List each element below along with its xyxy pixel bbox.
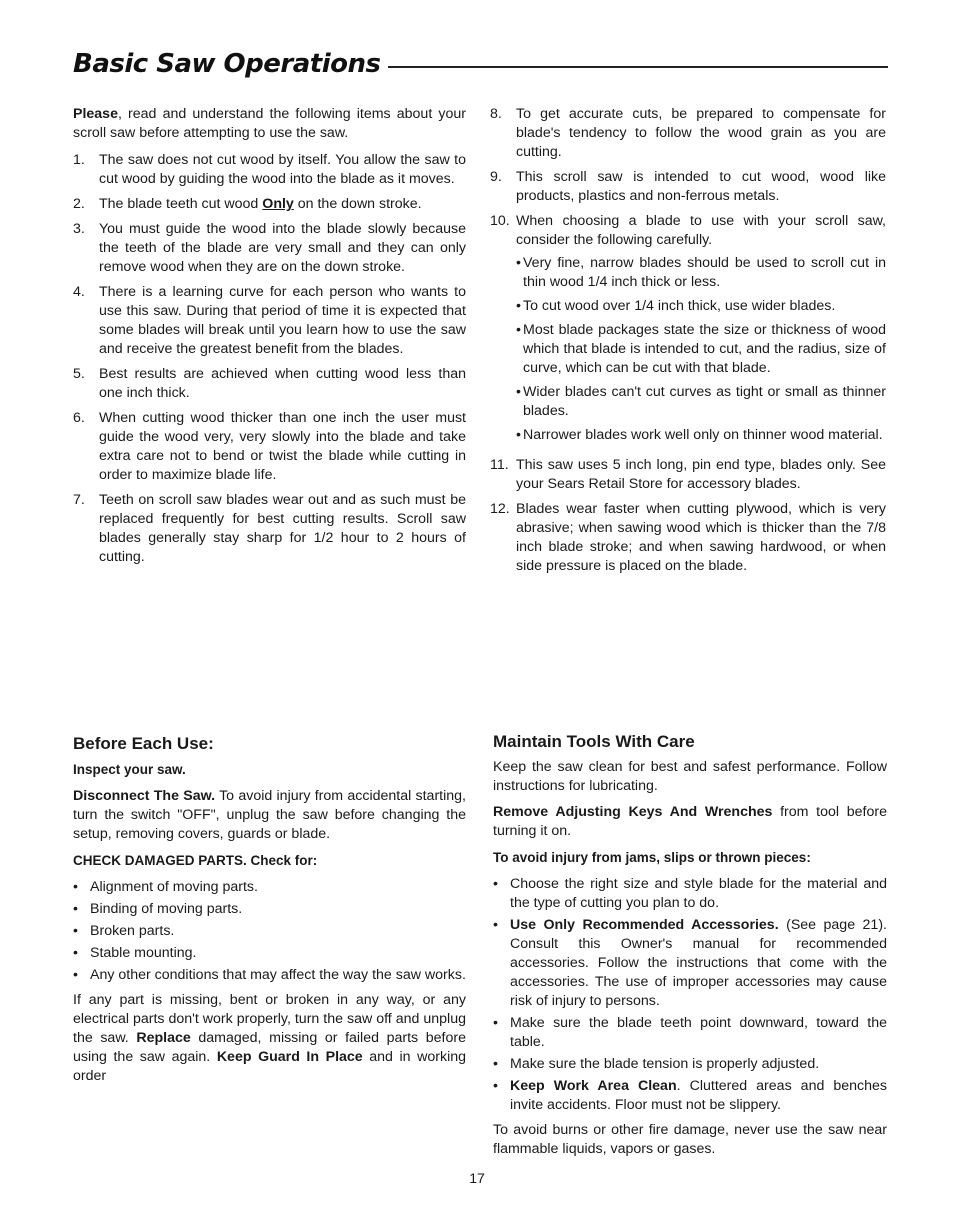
list-item: • Broken parts. [73,923,175,939]
list-item: • Stable mounting. [73,945,197,961]
list-item: 2. The blade teeth cut wood Only on the down stroke. [73,196,422,212]
maintain-tools-heading: Maintain Tools With Care [493,732,695,751]
list-item: 3. You must guide the wood into the blade slowly because the teeth of the blade are very small and they can only remove wood when they are on the down stroke. [73,221,466,275]
list-item: 8. To get accurate cuts, be prepared to compensate for blade's tendency to follow the wood grain as you are cutting. [490,106,886,160]
sub-bullet: • To cut wood over 1/4 inch thick, use wider blades. [516,298,836,314]
list-item: 1. The saw does not cut wood by itself. You allow the saw to cut wood by guiding the wood into the blade as it moves. [73,152,466,187]
maintain-bullets [493,875,887,1115]
damaged-parts-paragraph: If any part is missing, bent or broken in any way, or any electrical parts don't work properly, turn the saw off and unplug the saw. Replace damaged, missing or failed parts before using the saw again. Keep Guard In Place and in working order [73,992,466,1084]
page-title: Basic Saw Operations [73,49,381,79]
sub-bullet: • Narrower blades work well only on thinner wood material. [516,427,883,443]
fire-warning-paragraph: To avoid burns or other fire damage, never use the saw near flammable liquids, vapors or gases. [493,1122,887,1157]
avoid-injury-heading: To avoid injury from jams, slips or thrown pieces: [493,850,811,865]
numbered-list-8-12 [490,105,886,576]
emphasis-only: Only [262,196,294,212]
list-item: • Make sure the blade teeth point downward, toward the table. [493,1015,887,1050]
list-item: 4. There is a learning curve for each person who wants to use this saw. During that period of time it is expected that some blades will break until you learn how to use the saw and receive the greatest benefit from the blades. [73,284,466,357]
right-top-column [490,105,886,582]
blade-selection-bullets [516,254,886,445]
disconnect-paragraph: Disconnect The Saw. To avoid injury from accidental starting, turn the switch "OFF", unplug the saw before changing the setup, removing covers, guards or blade. [73,788,466,842]
list-item: 5. Best results are achieved when cutting wood less than one inch thick. [73,366,466,401]
left-top-column [73,105,466,573]
list-item: • Make sure the blade tension is properly adjusted. [493,1056,820,1072]
list-item: • Binding of moving parts. [73,901,243,917]
check-damaged-heading: CHECK DAMAGED PARTS. Check for: [73,853,318,868]
list-item: 6. When cutting wood thicker than one inch the user must guide the wood very, very slowly into the blade and take extra care not to bend or twist the blade while cutting in order to maximize blade life. [73,410,466,483]
maintain-tools-section [493,732,887,1166]
numbered-list-1-7 [73,151,466,567]
list-item: • Use Only Recommended Accessories. (See page 21). Consult this Owner's manual for recommended accessories. Follow the instructions that come with the accessories. The use of improper accessories may cause risk of injury to persons. [493,917,887,1009]
keep-clean-paragraph: Keep the saw clean for best and safest performance. Follow instructions for lubricating. [493,759,887,794]
page-header [73,48,888,80]
list-item: 12. Blades wear faster when cutting plywood, which is very abrasive; when sawing wood which is thicker than the 7/8 inch blade stroke; and when sawing hardwood, or when side pressure is placed on the blade. [490,501,886,574]
sub-bullet: • Most blade packages state the size or thickness of wood which that blade is intended to cut, and the radius, size of curve, which can be cut with that blade. [516,322,886,376]
list-item: 7. Teeth on scroll saw blades wear out and as such must be replaced frequently for best cutting results. Scroll saw blades generally stay sharp for 1/2 hour to 2 hours of cutting. [73,492,466,565]
before-each-use-heading: Before Each Use: [73,734,214,753]
list-item: • Alignment of moving parts. [73,879,258,895]
list-item: 10. When choosing a blade to use with your scroll saw, consider the following carefully. • Very fine, narrow blades should be used to scroll cut in thin wood 1/4 inch thick or less. • To cut wood over 1/4 inch thick, use wider blades. • Most blade packages state the size or thickness of wood which that blade is intended to cut, and the radius, size of curve, which can be cut with that blade. • Wider blades can't cut curves as tight or small as thinner blades. • Narrower blades work well only on thinner wood material. [490,213,886,443]
check-list [73,878,466,985]
sub-bullet: • Very fine, narrow blades should be used to scroll cut in thin wood 1/4 inch thick or less. [516,255,886,290]
remove-keys-paragraph: Remove Adjusting Keys And Wrenches from tool before turning it on. [493,804,887,839]
list-item: • Any other conditions that may affect the way the saw works. [73,967,466,983]
intro-paragraph: Please, read and understand the following items about your scroll saw before attempting to use the saw. [73,106,466,141]
list-item: 9. This scroll saw is intended to cut wood, wood like products, plastics and non-ferrous metals. [490,169,886,204]
before-each-use-section [73,734,466,1093]
list-item: • Keep Work Area Clean. Cluttered areas and benches invite accidents. Floor must not be slippery. [493,1078,888,1113]
inspect-subheading: Inspect your saw. [73,762,186,777]
list-item: • Choose the right size and style blade for the material and the type of cutting you plan to do. [493,876,887,911]
title-rule [388,66,888,68]
sub-bullet: • Wider blades can't cut curves as tight or small as thinner blades. [516,384,886,419]
list-item: 11. This saw uses 5 inch long, pin end type, blades only. See your Sears Retail Store for accessory blades. [490,457,886,492]
page-number: 17 [469,1170,485,1186]
